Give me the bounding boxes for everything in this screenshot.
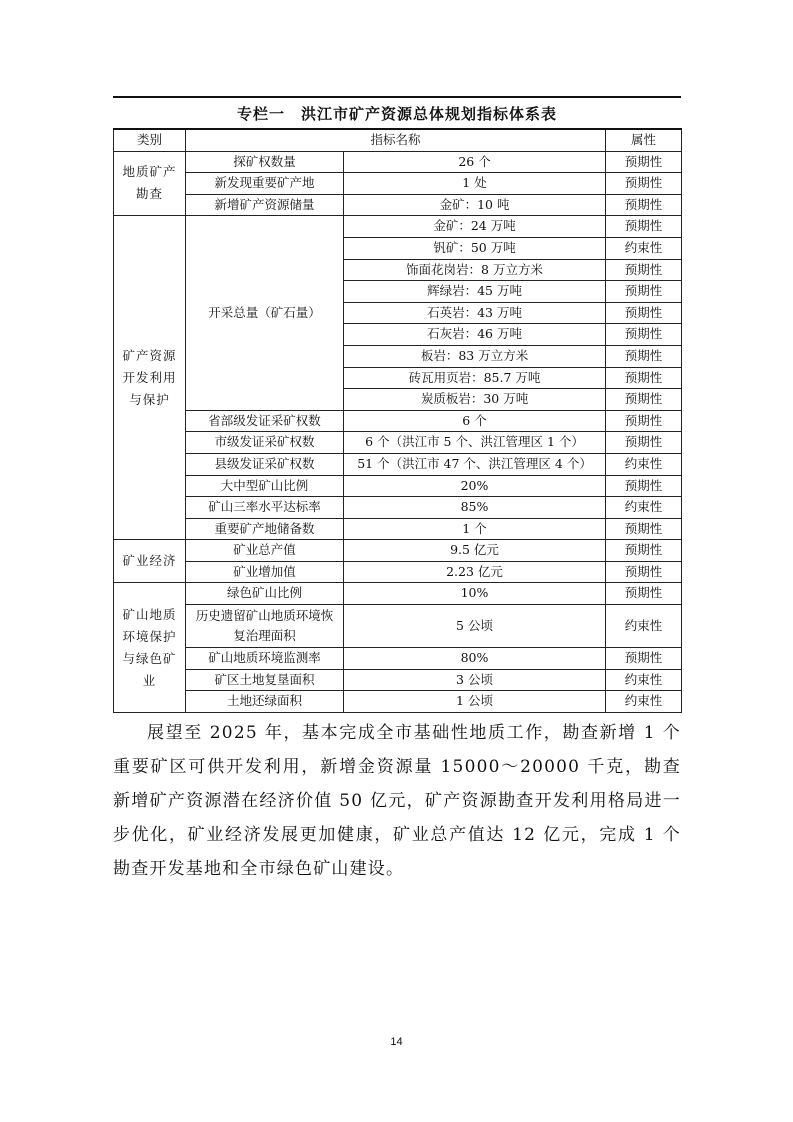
attribute-cell: 预期性 [606,432,682,454]
indicator-value: 板岩：83 万立方米 [344,345,606,367]
table-row [114,453,682,475]
category-cell: 矿业经济 [114,540,186,583]
indicator-value: 石灰岩：46 万吨 [344,324,606,346]
indicator-value: 1 个 [344,518,606,540]
attribute-cell: 预期性 [606,281,682,303]
indicator-name: 大中型矿山比例 [186,475,344,497]
indicator-value: 20% [344,475,606,497]
attribute-cell: 预期性 [606,367,682,389]
attribute-cell: 预期性 [606,259,682,281]
attribute-cell: 预期性 [606,475,682,497]
indicator-name: 矿业总产值 [186,540,344,562]
attribute-cell: 约束性 [606,605,682,648]
indicator-value: 6 个（洪江市 5 个、洪江管理区 1 个） [344,432,606,454]
table-header-row [114,129,682,151]
table-row [114,497,682,519]
indicator-value: 26 个 [344,151,606,173]
attribute-cell: 预期性 [606,194,682,216]
indicator-value: 10% [344,583,606,605]
top-rule [113,96,681,98]
indicator-name: 绿色矿山比例 [186,583,344,605]
indicator-value: 2.23 亿元 [344,561,606,583]
indicator-name: 矿区土地复垦面积 [186,669,344,691]
header-category: 类别 [114,129,186,151]
attribute-cell: 约束性 [606,669,682,691]
table-row [114,410,682,432]
attribute-cell: 预期性 [606,151,682,173]
table-row [114,605,682,648]
table-row [114,691,682,713]
indicator-name: 市级发证采矿权数 [186,432,344,454]
table-title: 专栏一 洪江市矿产资源总体规划指标体系表 [236,105,557,123]
header-attribute: 属性 [606,129,682,151]
table-row [114,173,682,195]
indicator-name: 重要矿产地储备数 [186,518,344,540]
indicator-value: 金矿：10 吨 [344,194,606,216]
indicator-name: 矿业增加值 [186,561,344,583]
indicator-value: 砖瓦用页岩：85.7 万吨 [344,367,606,389]
indicator-name: 土地还绿面积 [186,691,344,713]
indicator-value: 51 个（洪江市 47 个、洪江管理区 4 个） [344,453,606,475]
table-row [114,540,682,562]
category-cell: 矿产资源开发利用与保护 [114,216,186,540]
indicator-value: 3 公顷 [344,669,606,691]
indicator-value: 1 公顷 [344,691,606,713]
attribute-cell: 预期性 [606,302,682,324]
attribute-cell: 预期性 [606,583,682,605]
attribute-cell: 预期性 [606,216,682,238]
table-row [114,151,682,173]
indicator-name: 新增矿产资源储量 [186,194,344,216]
indicator-value: 80% [344,648,606,670]
indicator-value: 饰面花岗岩：8 万立方米 [344,259,606,281]
attribute-cell: 预期性 [606,518,682,540]
attribute-cell: 预期性 [606,389,682,411]
table-row [114,669,682,691]
attribute-cell: 预期性 [606,648,682,670]
attribute-cell: 约束性 [606,453,682,475]
page-number: 14 [390,1036,403,1048]
attribute-cell: 预期性 [606,173,682,195]
indicator-value: 钒矿：50 万吨 [344,237,606,259]
indicator-value: 85% [344,497,606,519]
indicator-name: 开采总量（矿石量） [186,216,344,410]
attribute-cell: 预期性 [606,324,682,346]
attribute-cell: 预期性 [606,540,682,562]
table-row [114,648,682,670]
indicator-name: 探矿权数量 [186,151,344,173]
indicator-value: 石英岩：43 万吨 [344,302,606,324]
indicator-name: 县级发证采矿权数 [186,453,344,475]
attribute-cell: 约束性 [606,497,682,519]
table-row [114,561,682,583]
indicator-name: 省部级发证采矿权数 [186,410,344,432]
table-row [114,583,682,605]
attribute-cell: 约束性 [606,691,682,713]
indicator-name: 历史遗留矿山地质环境恢复治理面积 [186,605,344,648]
attribute-cell: 约束性 [606,237,682,259]
indicator-name: 新发现重要矿产地 [186,173,344,195]
attribute-cell: 预期性 [606,345,682,367]
indicator-value: 炭质板岩：30 万吨 [344,389,606,411]
table-row [114,216,682,238]
table-row [114,194,682,216]
indicator-value: 1 处 [344,173,606,195]
indicator-value: 5 公顷 [344,605,606,648]
category-cell: 地质矿产勘查 [114,151,186,216]
body-paragraph: 展望至 2025 年，基本完成全市基础性地质工作，勘查新增 1 个重要矿区可供开发利用，新增金资源量 15000～20000 千克，勘查新增矿产资源潜在经济价值 50 亿元，矿产资源勘查开发利用格局进一步优化，矿业经济发展更加健康，矿业总产值达 12 亿元，完成 1 个勘查开发基地和全市绿色矿山建设。 [113,723,681,879]
header-indicator: 指标名称 [186,129,606,151]
indicator-value: 6 个 [344,410,606,432]
indicator-name: 矿山地质环境监测率 [186,648,344,670]
category-cell: 矿山地质环境保护与绿色矿业 [114,583,186,712]
attribute-cell: 预期性 [606,561,682,583]
table-row [114,475,682,497]
table-row [114,432,682,454]
indicator-value: 9.5 亿元 [344,540,606,562]
indicator-value: 金矿：24 万吨 [344,216,606,238]
table-row [114,518,682,540]
indicator-name: 矿山三率水平达标率 [186,497,344,519]
indicator-value: 辉绿岩：45 万吨 [344,281,606,303]
attribute-cell: 预期性 [606,410,682,432]
indicator-table [113,128,682,713]
